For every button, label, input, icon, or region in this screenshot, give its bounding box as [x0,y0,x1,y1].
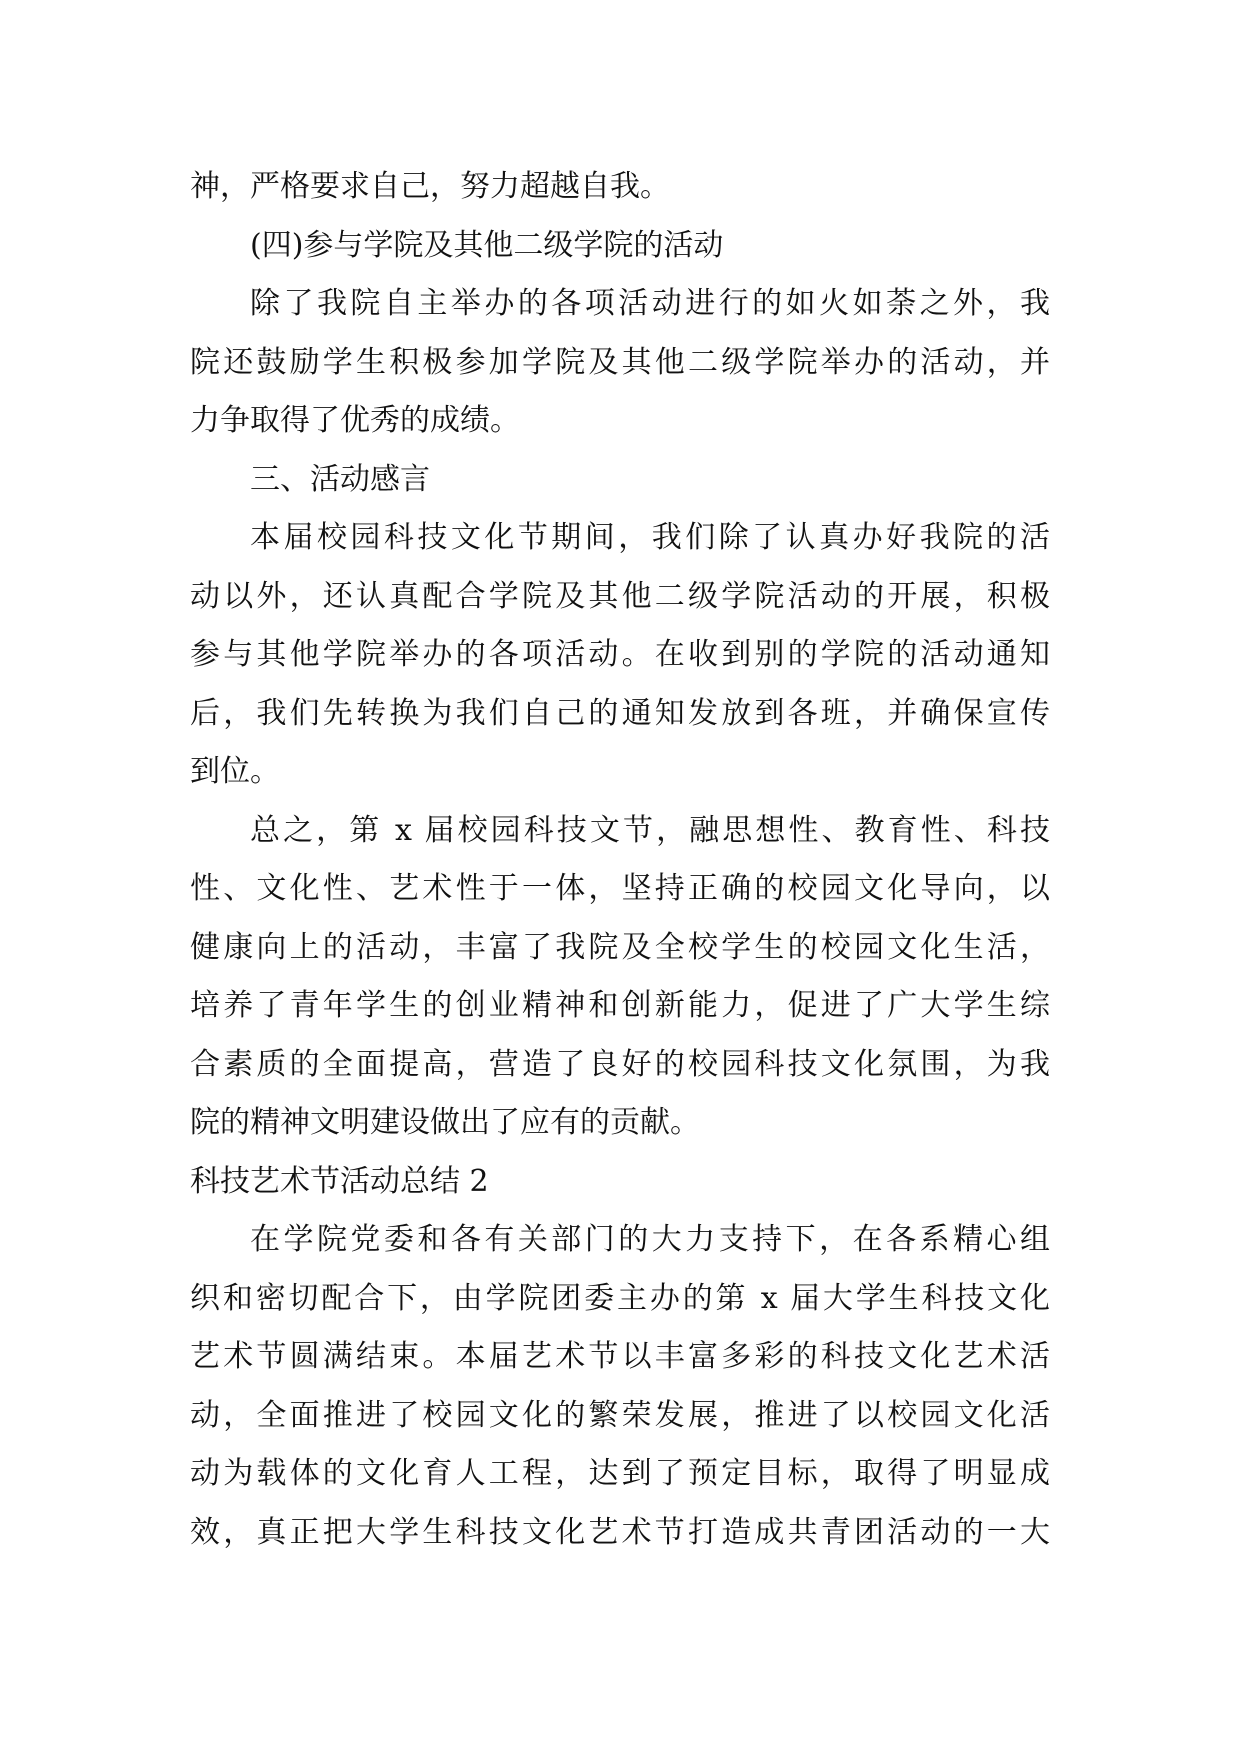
text-line: 健康向上的活动，丰富了我院及全校学生的校园文化生活， [190,929,1050,965]
text-line: 动以外，还认真配合学院及其他二级学院活动的开展，积极 [190,578,1050,614]
text-line: 院还鼓励学生积极参加学院及其他二级学院举办的活动，并 [190,344,1050,380]
text-line: 培养了青年学生的创业精神和创新能力，促进了广大学生综 [190,988,1050,1023]
text-line: 神，严格要求自己，努力超越自我。 [190,169,670,204]
text-line: 后，我们先转换为我们自己的通知发放到各班，并确保宣传 [190,695,1050,731]
text-line: 效，真正把大学生科技文化艺术节打造成共青团活动的一大 [190,1514,1050,1550]
text-line: 动，全面推进了校园文化的繁荣发展，推进了以校园文化活 [190,1397,1050,1433]
section-heading: (四)参与学院及其他二级学院的活动 [250,227,724,263]
text-line: 性、文化性、艺术性于一体，坚持正确的校园文化导向，以 [190,871,1050,906]
section-heading: 三、活动感言 [250,461,430,497]
text-line: 本届校园科技文化节期间，我们除了认真办好我院的活 [250,520,1050,555]
text-line: 力争取得了优秀的成绩。 [190,403,520,438]
text-line: 除了我院自主举办的各项活动进行的如火如荼之外，我 [250,286,1050,321]
text-line: 动为载体的文化育人工程，达到了预定目标，取得了明显成 [190,1456,1050,1491]
text-line: 织和密切配合下，由学院团委主办的第 x 届大学生科技文化 [190,1280,1050,1316]
text-line: 院的精神文明建设做出了应有的贡献。 [190,1105,700,1140]
text-line: 到位。 [190,754,280,789]
text-line: 总之，第 x 届校园科技文节，融思想性、教育性、科技 [250,812,1050,848]
document-title: 科技艺术节活动总结 2 [190,1163,489,1199]
body-text [190,158,1050,1562]
text-line: 参与其他学院举办的各项活动。在收到别的学院的活动通知 [190,637,1050,672]
text-line: 在学院党委和各有关部门的大力支持下，在各系精心组 [250,1222,1050,1257]
text-line: 艺术节圆满结束。本届艺术节以丰富多彩的科技文化艺术活 [190,1339,1050,1374]
text-line: 合素质的全面提高，营造了良好的校园科技文化氛围，为我 [190,1046,1050,1082]
